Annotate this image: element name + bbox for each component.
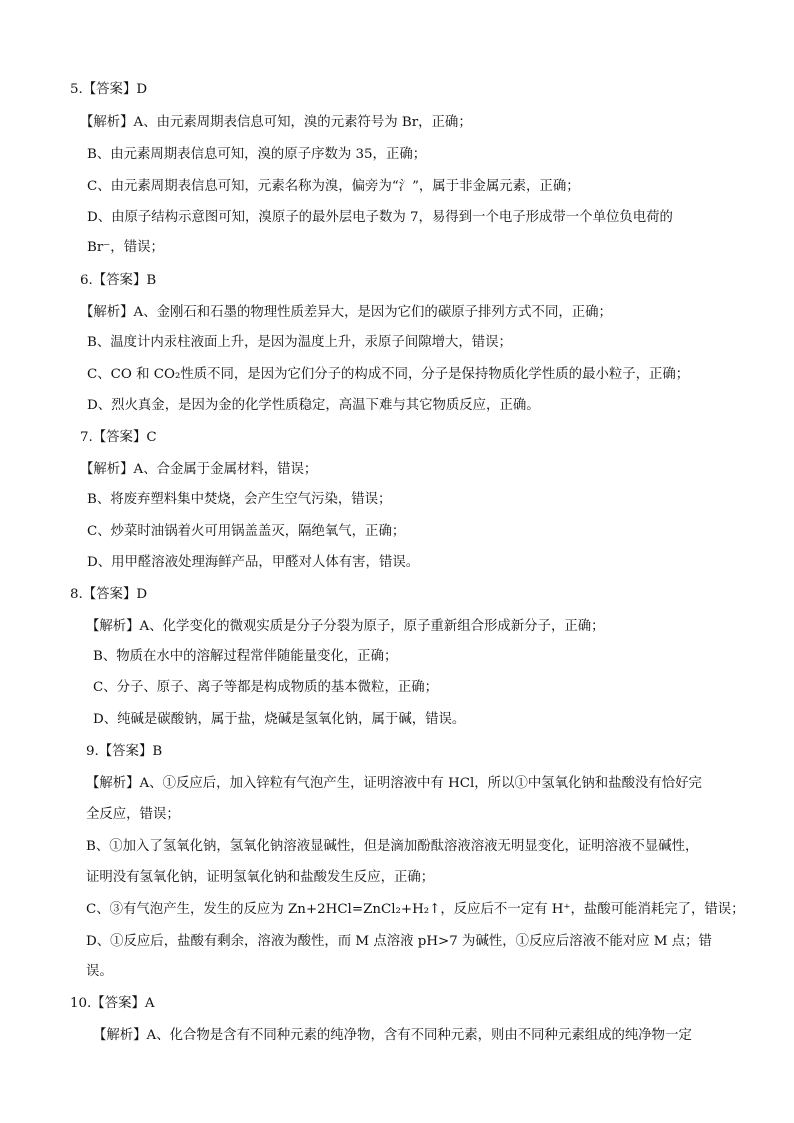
answer-5-line-2: B、由元素周期表信息可知，溴的原子序数为 35，正确；: [87, 147, 427, 162]
answer-9-heading: 9.【答案】B: [86, 744, 163, 759]
answer-8-line-1: 【解析】A、化学变化的微观实质是分子分裂为原子，原子重新组合形成新分子，正确；: [86, 619, 605, 634]
answer-6-line-4: D、烈火真金，是因为金的化学性质稳定，高温下难与其它物质反应，正确。: [87, 398, 540, 413]
answer-9-line-5: C、③有气泡产生，发生的反应为 Zn+2HCl=ZnCl₂+H₂↑，反应后不一定有 H⁺，盐酸可能消耗完了，错误；: [86, 902, 745, 917]
answer-7-line-4: D、用甲醛溶液处理海鲜产品，甲醛对人体有害，错误。: [87, 555, 420, 570]
answer-9-line-6: D、①反应后，盐酸有剩余，溶液为酸性，而 M 点溶液 pH>7 为碱性，①反应后溶液不能对应 M 点；错: [86, 934, 712, 949]
answer-9-line-1: 【解析】A、①反应后，加入锌粒有气泡产生，证明溶液中有 HCl，所以①中氢氧化钠和盐酸没有恰好完: [86, 776, 702, 791]
answer-6-line-3: C、CO 和 CO₂性质不同，是因为它们分子的构成不同，分子是保持物质化学性质的最小粒子，正确；: [87, 367, 690, 382]
answer-5-line-1: 【解析】A、由元素周期表信息可知，溴的元素符号为 Br，正确；: [80, 115, 472, 130]
answer-5-line-5: Br⁻，错误；: [87, 240, 164, 255]
answer-7-line-1: 【解析】A、合金属于金属材料，错误；: [80, 462, 318, 477]
answer-6-line-1: 【解析】A、金刚石和石墨的物理性质差异大，是因为它们的碳原子排列方式不同，正确；: [80, 305, 612, 320]
answer-10-line-1: 【解析】A、化合物是含有不同种元素的纯净物，含有不同种元素，则由不同种元素组成的纯净物一定: [93, 1028, 692, 1043]
answer-8-line-4: D、纯碱是碳酸钠，属于盐，烧碱是氢氧化钠，属于碱，错误。: [93, 712, 466, 727]
answer-7-line-2: B、将废弃塑料集中焚烧，会产生空气污染，错误；: [87, 492, 392, 507]
answer-8-line-3: C、分子、原子、离子等都是构成物质的基本微粒，正确；: [93, 680, 439, 695]
answer-6-line-2: B、温度计内汞柱液面上升，是因为温度上升，汞原子间隙增大，错误；: [87, 335, 512, 350]
answer-9-line-7: 误。: [86, 964, 113, 979]
answer-8-line-2: B、物质在水中的溶解过程常伴随能量变化，正确；: [93, 649, 398, 664]
answer-9-line-2: 全反应，错误；: [86, 807, 180, 822]
answer-7-heading: 7.【答案】C: [80, 430, 157, 445]
answer-7-line-3: C、炒菜时油锅着火可用锅盖盖灭，隔绝氧气，正确；: [87, 524, 406, 539]
answer-5-line-3: C、由元素周期表信息可知，元素名称为溴，偏旁为“氵”，属于非金属元素，正确；: [87, 179, 580, 194]
answer-8-heading: 8.【答案】D: [70, 587, 148, 602]
answer-5-line-4: D、由原子结构示意图可知，溴原子的最外层电子数为 7，易得到一个电子形成带一个单位负电荷的: [87, 210, 673, 225]
answer-10-heading: 10.【答案】A: [70, 996, 155, 1011]
answer-9-line-3: B、①加入了氢氧化钠，氢氧化钠溶液显碱性，但是滴加酚酞溶液溶液无明显变化，证明溶液不显碱性，: [86, 839, 699, 854]
answer-9-line-4: 证明没有氢氧化钠，证明氢氧化钠和盐酸发生反应，正确；: [86, 870, 435, 885]
answer-6-heading: 6.【答案】B: [80, 273, 157, 288]
answer-5-heading: 5.【答案】D: [70, 82, 148, 97]
